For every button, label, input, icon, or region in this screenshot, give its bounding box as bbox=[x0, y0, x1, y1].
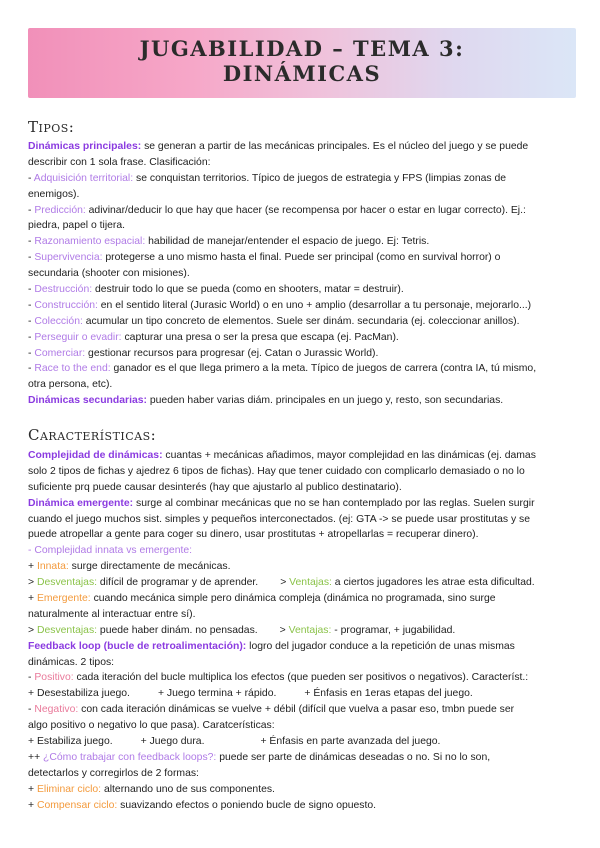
text-line bbox=[28, 782, 576, 798]
text-line bbox=[28, 266, 576, 282]
text-line bbox=[28, 798, 576, 814]
text-span: puede haber dinám. no pensadas. bbox=[97, 624, 258, 636]
text-line bbox=[28, 282, 576, 298]
highlighted-term: Colección: bbox=[34, 315, 83, 327]
text-line bbox=[28, 750, 576, 766]
text-line bbox=[28, 718, 576, 734]
text-span: secundaria (shooter con misiones). bbox=[28, 268, 190, 280]
text-line bbox=[28, 591, 576, 607]
text-span: cuando el juego muchos sist. simples y pequeños interconectados. (ej: GTA -> se puede usar prostitutas y se bbox=[28, 513, 531, 525]
highlighted-term: Feedback loop (bucle de retroalimentación): bbox=[28, 640, 247, 652]
text-span: > bbox=[280, 577, 290, 589]
highlighted-term: Predicción: bbox=[34, 204, 86, 216]
highlighted-term: Desventajas: bbox=[36, 624, 98, 636]
highlighted-term: Race to the end: bbox=[34, 363, 111, 375]
text-span: - bbox=[28, 704, 35, 716]
text-line bbox=[28, 448, 576, 464]
text-span: destruir todo lo que se pueda (como en shooters, matar = destruir). bbox=[92, 284, 404, 296]
text-span: > bbox=[279, 624, 289, 636]
page-title-line-2: DINÁMICAS bbox=[222, 61, 382, 86]
text-span: algo positivo o negativo lo que pasa). Caratcerísticas: bbox=[28, 720, 275, 732]
text-line bbox=[28, 766, 576, 782]
text-span: ++ bbox=[28, 751, 44, 763]
text-span: + Juego termina + rápido. bbox=[157, 688, 277, 700]
text-span: - bbox=[28, 236, 35, 248]
text-line bbox=[28, 623, 576, 639]
text-line bbox=[28, 464, 576, 480]
text-span: pueden haber varias diám. principales en un juego y, resto, son secundarias. bbox=[146, 395, 504, 407]
text-span: - bbox=[28, 331, 35, 343]
text-span: cuando mecánica simple pero dinámica compleja (dinámica no programada, sino surge bbox=[90, 593, 496, 605]
text-line bbox=[28, 377, 576, 393]
highlighted-term: Comerciar: bbox=[34, 347, 86, 359]
highlighted-term: Eliminar ciclo: bbox=[36, 783, 102, 795]
text-line bbox=[28, 155, 576, 171]
text-line bbox=[28, 171, 576, 187]
highlighted-term: Complejidad de dinámicas: bbox=[28, 450, 163, 461]
text-span: ganador es el que llega primero a la meta. Típico de juegos de carrera (contra IA, tú mismo, bbox=[110, 363, 537, 375]
text-span: protegerse a uno mismo hasta el final. Puede ser principal (como en survival horror) o bbox=[102, 252, 501, 264]
text-span: + bbox=[28, 783, 37, 795]
tipos-section bbox=[28, 139, 576, 409]
text-span: - bbox=[28, 204, 35, 216]
text-line bbox=[28, 559, 576, 575]
text-line bbox=[28, 330, 576, 346]
text-span: dinámicas. 2 tipos: bbox=[28, 656, 115, 668]
highlighted-term: - Complejidad innata vs emergente: bbox=[28, 545, 193, 557]
text-line bbox=[28, 218, 576, 234]
text-line bbox=[28, 734, 576, 750]
text-line bbox=[28, 527, 576, 543]
text-line bbox=[28, 139, 576, 155]
section-heading-tipos: Tipos: bbox=[28, 118, 75, 136]
highlighted-term: Destrucción: bbox=[34, 284, 93, 296]
page-title bbox=[28, 36, 576, 86]
highlighted-term: Emergente: bbox=[36, 593, 91, 605]
text-span: > bbox=[28, 624, 37, 636]
text-line bbox=[28, 686, 576, 702]
text-span: cada iteración del bucle multiplica los efectos (que pueden ser positivos o negativos). Característ.: bbox=[73, 672, 529, 684]
text-span: piedra, papel o tijera. bbox=[28, 220, 126, 232]
section-heading-caracteristicas: Características: bbox=[28, 426, 157, 444]
text-span: + Estabiliza juego. bbox=[28, 736, 113, 748]
text-span: adivinar/deducir lo que hay que hacer (se recompensa por hacer o estar en lugar correcto). Ej.: bbox=[85, 204, 526, 216]
text-span: + bbox=[28, 561, 37, 573]
text-span: - bbox=[28, 299, 35, 311]
text-span: capturar una presa o ser la presa que escapa (ej. PacMan). bbox=[121, 331, 399, 343]
highlighted-term: Dinámicas secundarias: bbox=[28, 395, 147, 407]
text-span: se generan a partir de las mecánicas principales. Es el núcleo del juego y se puede bbox=[141, 141, 529, 152]
text-span: - bbox=[28, 672, 35, 684]
text-span: surge directamente de mecánicas. bbox=[68, 561, 231, 573]
highlighted-term: Construcción: bbox=[34, 299, 98, 311]
text-line bbox=[28, 298, 576, 314]
text-line bbox=[28, 480, 576, 496]
text-span: detectarlos y corregirlos de 2 formas: bbox=[28, 767, 199, 779]
highlighted-term: Adquisición territorial: bbox=[33, 172, 134, 184]
text-span: puede atropellar a gente para coger su dinero, usar prostitutas + atropellarlas = recuperar dinero). bbox=[28, 529, 479, 541]
highlighted-term: Ventajas: bbox=[288, 624, 332, 636]
text-span: logro del jugador conduce a la repetición de unas mismas bbox=[246, 640, 515, 652]
text-span: otra persona, etc). bbox=[28, 379, 113, 391]
text-span: + bbox=[28, 799, 37, 811]
text-span: enemigos). bbox=[28, 188, 80, 200]
text-span: suavizando efectos o poniendo bucle de signo opuesto. bbox=[117, 799, 377, 811]
highlighted-term: ¿Cómo trabajar con feedback loops?: bbox=[43, 751, 217, 763]
text-span: - bbox=[28, 284, 35, 296]
text-span: solo 2 tipos de fichas y ajedrez 6 tipos de fichas). Hay que tener cuidado con complicarlo demasiado o no lo bbox=[28, 465, 525, 477]
text-span: - bbox=[28, 363, 35, 375]
text-line bbox=[28, 346, 576, 362]
text-line bbox=[28, 314, 576, 330]
highlighted-term: Dinámicas principales: bbox=[28, 141, 142, 152]
highlighted-term: Negativo: bbox=[34, 704, 79, 716]
text-span: + bbox=[28, 593, 37, 605]
highlighted-term: Razonamiento espacial: bbox=[34, 236, 146, 248]
text-span: suficiente prq puede causar desinterés (hay que ajustarlo al publico destinatario). bbox=[28, 481, 402, 493]
highlighted-term: Desventajas: bbox=[36, 577, 98, 589]
text-line bbox=[28, 670, 576, 686]
text-span: - bbox=[28, 315, 35, 327]
text-span: con cada iteración dinámicas se vuelve + débil (difícil que vuelva a pasar eso, tmbn puede ser bbox=[78, 704, 515, 716]
text-span: acumular un tipo concreto de elementos. Suele ser dinám. secundaria (ej. coleccionar anillos). bbox=[82, 315, 520, 327]
page-title-line-1: JUGABILIDAD – TEMA 3: bbox=[139, 36, 465, 61]
text-span: - bbox=[28, 252, 35, 264]
text-line bbox=[28, 639, 576, 655]
text-span: > bbox=[28, 577, 37, 589]
text-line bbox=[28, 361, 576, 377]
text-span: + Desestabiliza juego. bbox=[28, 688, 130, 700]
text-span: - bbox=[28, 172, 34, 184]
text-span: cuantas + mecánicas añadimos, mayor complejidad en las dinámicas (ej. damas bbox=[162, 450, 536, 461]
highlighted-term: Compensar ciclo: bbox=[36, 799, 118, 811]
text-span: puede ser parte de dinámicas deseadas o no. Si no lo son, bbox=[216, 751, 491, 763]
text-line bbox=[28, 496, 576, 512]
highlighted-term: Innata: bbox=[36, 561, 69, 573]
text-span: + Énfasis en 1eras etapas del juego. bbox=[304, 688, 473, 700]
highlighted-term: Positivo: bbox=[34, 672, 74, 684]
text-span: surge al combinar mecánicas que no se han contemplado por las reglas. Suelen surgir bbox=[133, 497, 535, 509]
text-line bbox=[28, 655, 576, 671]
text-span: + Énfasis en parte avanzada del juego. bbox=[260, 736, 441, 748]
text-line bbox=[28, 250, 576, 266]
text-span: - bbox=[28, 347, 35, 359]
text-span: describir con 1 sola frase. Clasificación: bbox=[28, 156, 211, 168]
text-span: difícil de programar y de aprender. bbox=[97, 577, 259, 589]
text-line bbox=[28, 234, 576, 250]
text-span: a ciertos jugadores les atrae esta dificultad. bbox=[331, 577, 535, 589]
text-line bbox=[28, 393, 576, 409]
text-line bbox=[28, 575, 576, 591]
text-span: naturalmente al interactuar entre sí). bbox=[28, 608, 196, 620]
text-line bbox=[28, 512, 576, 528]
text-span: gestionar recursos para progresar (ej. Catan o Jurassic World). bbox=[85, 347, 379, 359]
text-span: alternando uno de sus componentes. bbox=[101, 783, 275, 795]
text-line bbox=[28, 607, 576, 623]
text-line bbox=[28, 702, 576, 718]
highlighted-term: Dinámica emergente: bbox=[28, 497, 134, 509]
highlighted-term: Ventajas: bbox=[289, 577, 332, 589]
text-line bbox=[28, 543, 576, 559]
text-line bbox=[28, 187, 576, 203]
text-span: + Juego dura. bbox=[140, 736, 205, 748]
highlighted-term: Perseguir o evadir: bbox=[34, 331, 122, 343]
text-span: en el sentido literal (Jurasic World) o en uno + amplio (desarrollar a tu personaje, mejorarlo...) bbox=[97, 299, 532, 311]
text-span: se conquistan territorios. Típico de juegos de estrategia y FPS (limpias zonas de bbox=[133, 172, 507, 184]
highlighted-term: Supervivencia: bbox=[34, 252, 103, 264]
text-line bbox=[28, 203, 576, 219]
text-span: - programar, + jugabilidad. bbox=[331, 624, 456, 636]
caracteristicas-section bbox=[28, 448, 576, 813]
text-span: habilidad de manejar/entender el espacio de juego. Ej: Tetris. bbox=[145, 236, 430, 248]
